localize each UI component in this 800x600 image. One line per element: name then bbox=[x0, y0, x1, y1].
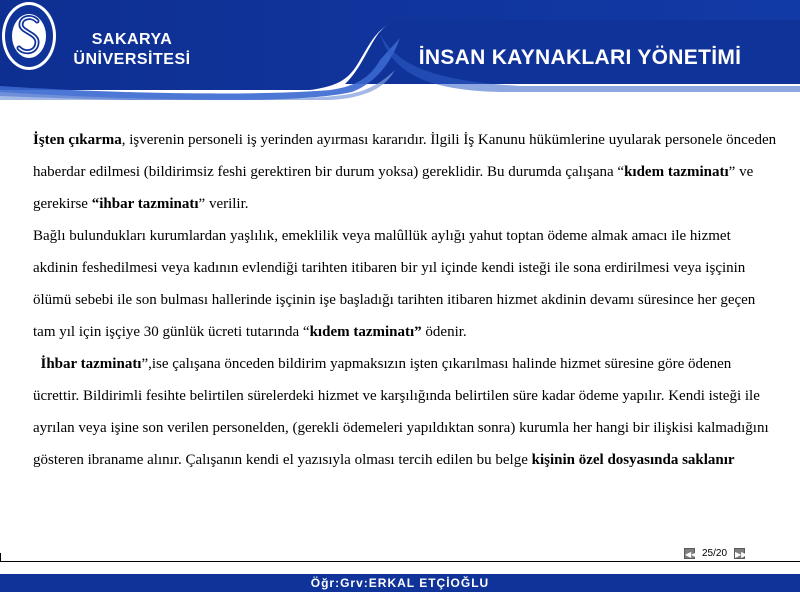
term-ihbar-tazminati: “ihbar tazminatı bbox=[91, 196, 199, 212]
paragraph-isten-cikarma bbox=[33, 124, 778, 220]
paragraph-kidem-tazminati bbox=[33, 220, 778, 348]
slide-header bbox=[0, 0, 800, 100]
footer-bar bbox=[0, 574, 800, 592]
previous-slide-icon[interactable]: ◀◀ bbox=[685, 549, 698, 559]
term-kidem-tazminati: kıdem tazminatı bbox=[624, 164, 729, 180]
university-logo bbox=[0, 0, 58, 72]
paragraph-ihbar-tazminati bbox=[33, 348, 778, 476]
footer-divider-tick bbox=[0, 553, 1, 562]
term-kidem-tazminati: kıdem tazminatı” bbox=[309, 324, 422, 340]
paragraph-text: ödenir. bbox=[421, 324, 467, 340]
slide-body bbox=[33, 124, 778, 476]
next-slide-icon[interactable]: ▶▶ bbox=[735, 549, 748, 559]
footer-divider bbox=[0, 561, 800, 562]
term-isten-cikarma: İşten çıkarma bbox=[33, 132, 122, 148]
paragraph-text: , işverenin personeli iş yerinden ayırması kararıdır. İlgili İş Kanunu hükümlerine uyularak personele önceden haberdar edilmesi (bildirimsiz feshi gerektiren bir durum yoksa) gereklidir. Bu durumda çalışana “ bbox=[33, 132, 777, 180]
university-name-line2: ÜNİVERSİTESİ bbox=[73, 51, 191, 68]
footer-author: Öğr:Grv:ERKAL ETÇİOĞLU bbox=[310, 576, 490, 590]
paragraph-text: ”,ise çalışana önceden bildirim yapmaksızın işten çıkarılması halinde hizmet süresine göre ödenen ücrettir. Bildirimli fesihte belirtilen sürelerdeki hizmet ve karşılığında belirtilen süre kadar ödeme yapılır. Kendi isteği ile ayrılan veya işine son verilen personelden, (gerekli ödemeleri yapıldıktan sonra) kurumla her hangi bir ilişkisi kalmadığını gösteren ibraname alınır. Çalışanın kendi el yazısıyla olması tercih edilen bu belge bbox=[33, 356, 769, 468]
university-name bbox=[68, 30, 196, 70]
paragraph-text: ” verilir. bbox=[198, 196, 249, 212]
term-ozel-dosya: kişinin özel dosyasında saklanır bbox=[531, 452, 735, 468]
slide-navigation bbox=[684, 546, 748, 560]
paragraph-text: ” ve gerekirse bbox=[33, 164, 754, 212]
term-ihbar-tazminati: İhbar tazminatı bbox=[40, 356, 142, 372]
paragraph-text: Bağlı bulundukları kurumlardan yaşlılık, emeklilik veya malûllük aylığı yahut toptan ödeme almak amacı ile hizmet akdinin feshedilmesi veya kadının evlendiği tarihten itibaren bir yıl içinde kendi isteği ile sona erdirilmesi veya işçinin ölümü sebebi ile son bulması hallerinde işçinin işe başladığı tarihten itibaren hizmet akdinin devamı süresince her geçen tam yıl için işçiye 30 günlük ücreti tutarında “ bbox=[33, 228, 756, 340]
university-name-line1: SAKARYA bbox=[91, 31, 173, 48]
slide-title: İNSAN KAYNAKLARI YÖNETİMİ bbox=[418, 46, 742, 69]
page-number: 25/20 bbox=[702, 547, 728, 559]
